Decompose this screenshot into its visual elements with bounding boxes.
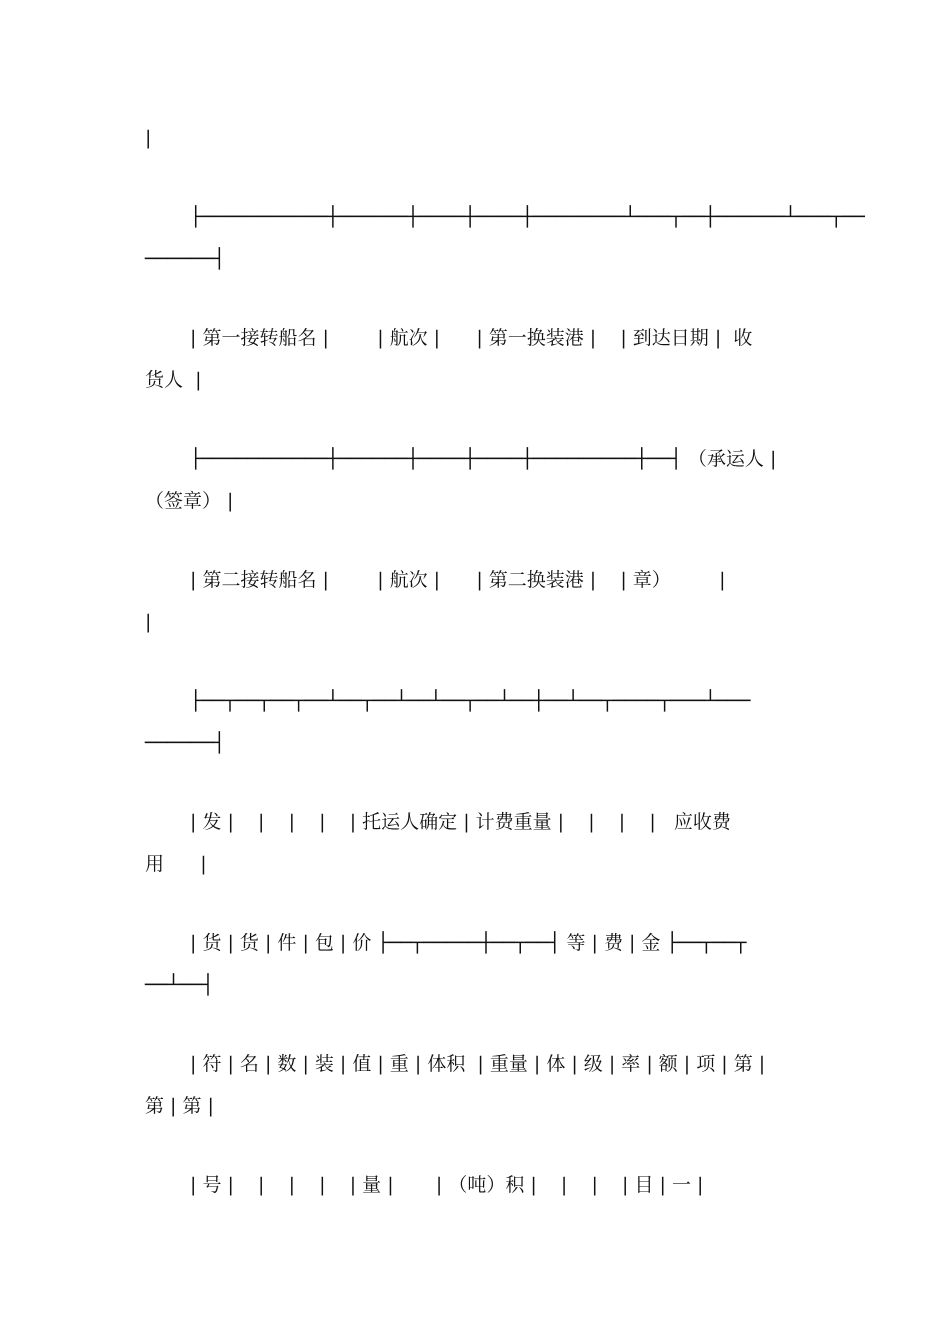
text-line: 用 |	[145, 853, 207, 875]
text-line: （签章） |	[145, 490, 234, 512]
text-line: |	[145, 127, 152, 149]
text-line: | 符 | 名 | 数 | 装 | 值 | 重 | 体积 | 重量 | 体 | 级 | 率 | 额 | 项 | 第 |	[190, 1053, 766, 1075]
text-line: ──────┤	[145, 732, 226, 754]
text-line: | 第一接转船名 | | 航次 | | 第一换装港 | | 到达日期 | 收	[190, 327, 753, 349]
text-line: 第 | 第 |	[145, 1095, 214, 1117]
text-line: ├───────────┼──────┼────┼────┼─────────┼──┤ （承运人 |	[190, 448, 777, 470]
text-line: ──┴──┤	[145, 974, 214, 996]
text-line: | 号 | | | | | 量 | | （吨）积 | | | | 目 | 一 |	[190, 1174, 704, 1196]
text-line: | 第二接转船名 | | 航次 | | 第二换装港 | | 章） |	[190, 569, 726, 591]
text-line: ├──┬──┬──┬──┴──┬──┴──┴──┬──┴──┼──┴──┬────┬───┴───	[190, 690, 751, 712]
text-line: ──────┤	[145, 248, 226, 270]
text-line: | 发 | | | | | 托运人确定 | 计费重量 | | | | 应收费	[190, 811, 731, 833]
text-line: ├───────────┼──────┼────┼────┼────────┴───┬──┼──────┴───┬──	[190, 206, 865, 228]
text-line: 货人 |	[145, 369, 202, 391]
text-line: |	[145, 611, 152, 633]
text-line: | 货 | 货 | 件 | 包 | 价 ├──┬─────┼──┬──┤ 等 | 费 | 金 ├──┬──┬	[190, 932, 747, 954]
